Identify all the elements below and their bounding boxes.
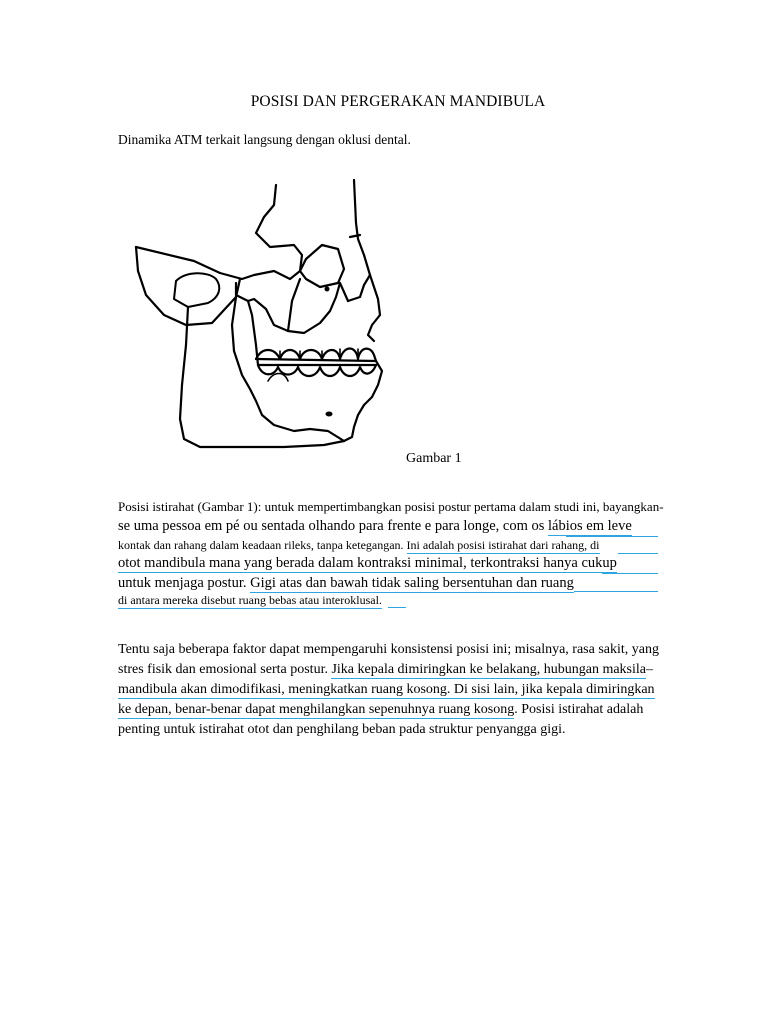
paragraph-1-line-2 <box>118 519 632 534</box>
text-run: – <box>646 662 653 677</box>
figure-caption: Gambar 1 <box>406 451 462 466</box>
paragraph-2-line-1 <box>118 643 659 657</box>
highlight-underline <box>618 553 658 554</box>
paragraph-1-line-1 <box>118 500 664 513</box>
highlight-underline <box>566 536 658 537</box>
highlighted-run: di antara mereka disebut ruang bebas atau interoklusal. <box>118 593 382 607</box>
highlight-underline <box>602 573 658 574</box>
highlighted-run: Jika kepala dimiringkan ke belakang, hubungan maksila <box>331 662 646 677</box>
highlight-underline <box>574 591 658 592</box>
text-run: Tentu saja beberapa faktor dapat mempengaruhi konsistensi posisi ini; misalnya, rasa sakit, yang <box>118 642 659 657</box>
text-run: . Posisi istirahat adalah <box>514 702 644 717</box>
highlighted-run: lábios em leve <box>548 518 632 534</box>
figure-1 <box>124 175 394 465</box>
text-run: untuk menjaga postur. <box>118 575 251 591</box>
mandible-skull-illustration-icon <box>124 175 394 465</box>
text-run: penting untuk istirahat otot dan penghilang beban pada struktur penyangga gigi. <box>118 722 566 737</box>
highlighted-run: Gigi atas dan bawah tidak saling bersentuhan dan ruang <box>250 575 574 591</box>
highlighted-run: mandibula akan dimodifikasi, meningkatkan ruang kosong. Di sisi lain, jika kepala dimiringkan <box>118 682 655 697</box>
paragraph-1-line-5 <box>118 576 574 591</box>
highlighted-run: Ini adalah posisi istirahat dari rahang, di <box>406 538 600 552</box>
text-run: kontak dan rahang dalam keadaan rileks, tanpa ketegangan. <box>118 538 407 552</box>
paragraph-1-line-4 <box>118 556 617 571</box>
paragraph-1-line-6 <box>118 594 382 606</box>
highlighted-run: ke depan, benar-benar dapat menghilangkan sepenuhnya ruang kosong <box>118 702 515 717</box>
paragraph-2-line-4 <box>118 703 643 717</box>
paragraph-1-line-3 <box>118 539 600 551</box>
page-title: POSISI DAN PERGERAKAN MANDIBULA <box>250 93 546 110</box>
intro-text: Dinamika ATM terkait langsung dengan oklusi dental. <box>118 132 411 147</box>
text-run: Posisi istirahat (Gambar 1): untuk mempertimbangkan posisi postur pertama dalam studi ini, bayangkan- <box>118 499 664 514</box>
highlighted-run: otot mandibula mana yang berada dalam kontraksi minimal, terkontraksi hanya cukup <box>118 555 617 571</box>
highlight-underline <box>388 607 406 608</box>
text-run: stres fisik dan emosional serta postur. <box>118 662 332 677</box>
paragraph-2-line-2 <box>118 663 653 677</box>
text-run: se uma pessoa em pé ou sentada olhando para frente e para longe, com os <box>118 518 549 534</box>
paragraph-2-line-3 <box>118 683 655 697</box>
paragraph-2-line-5 <box>118 723 566 737</box>
